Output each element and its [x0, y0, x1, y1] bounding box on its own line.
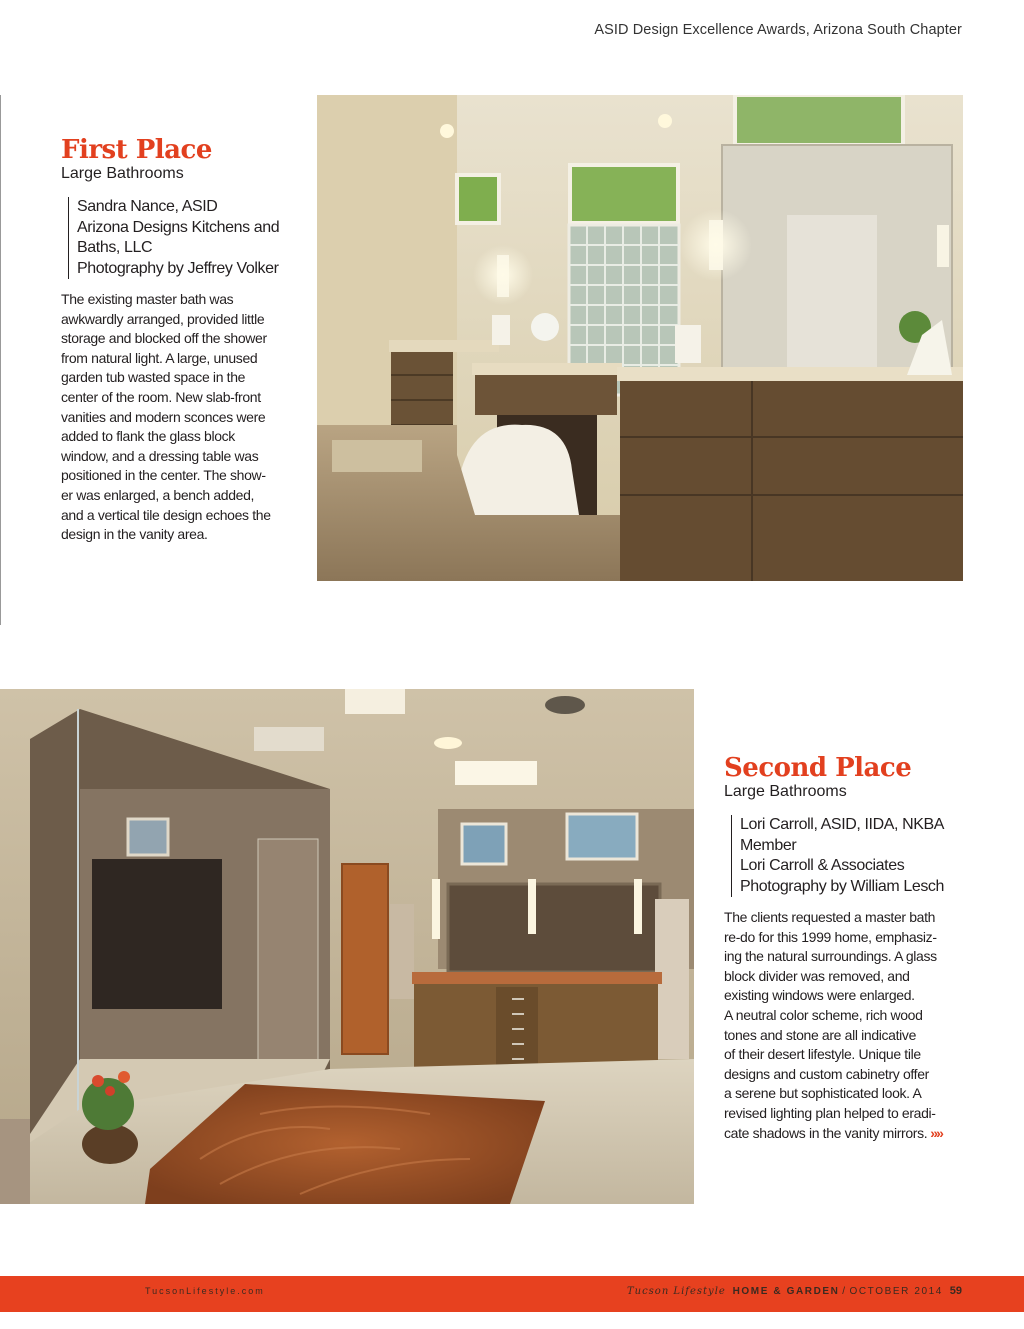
body-line-text: cate shadows in the vanity mirrors. [724, 1124, 928, 1141]
body-line: er was enlarged, a bench added, [61, 486, 255, 503]
credit-line: Baths, LLC [77, 239, 153, 256]
first-place-photo [317, 95, 963, 581]
body-line: designs and custom cabinetry offer [724, 1065, 929, 1082]
second-place-category: Large Bathrooms [724, 783, 847, 800]
footer-magazine: Tucson Lifestyle [626, 1286, 726, 1297]
body-line: ing the natural surroundings. A glass [724, 948, 937, 965]
second-place-credits [731, 815, 944, 897]
first-place-category: Large Bathrooms [61, 165, 184, 182]
body-line [724, 1124, 974, 1144]
body-line: A neutral color scheme, rich wood [724, 1006, 923, 1023]
page-number: 59 [949, 1285, 962, 1297]
body-line: storage and blocked off the shower [61, 330, 267, 347]
first-place-title: First Place [61, 135, 212, 165]
body-line: awkwardly arranged, provided little [61, 310, 265, 327]
credit-line: Photography by Jeffrey Volker [77, 259, 279, 277]
body-line: tones and stone are all indicative [724, 1026, 917, 1043]
body-line: added to flank the glass block [61, 428, 235, 445]
body-line: a serene but sophisticated look. A [724, 1085, 922, 1102]
body-line: positioned in the center. The show- [61, 467, 266, 484]
body-line: The existing master bath was [61, 291, 234, 307]
credit-line: Member [740, 836, 797, 854]
body-line: and a vertical tile design echoes the [61, 506, 271, 523]
second-place-photo [0, 689, 694, 1204]
footer-bar [0, 1276, 1024, 1312]
credit-line: Lori Carroll, ASID, IIDA, NKBA [740, 816, 945, 833]
running-header: ASID Design Excellence Awards, Arizona South Chapter [594, 22, 962, 38]
body-line: existing windows were enlarged. [724, 987, 915, 1004]
first-place-description [61, 290, 296, 545]
credit-line: Arizona Designs Kitchens and [77, 218, 280, 236]
second-place-description [724, 908, 974, 1143]
body-line: design in the vanity area. [61, 526, 208, 543]
footer-website: TucsonLifestyle.com [145, 1286, 265, 1296]
body-line: The clients requested a master bath [724, 909, 936, 925]
credit-line: Sandra Nance, ASID [77, 198, 218, 215]
body-line: garden tub wasted space in the [61, 369, 246, 386]
footer-folio [627, 1285, 962, 1297]
body-line: revised lighting plan helped to eradi- [724, 1104, 936, 1121]
body-line: block divider was removed, and [724, 967, 910, 984]
footer-date: OCTOBER 2014 [849, 1286, 943, 1297]
footer-section: HOME & GARDEN [732, 1286, 840, 1297]
body-line: from natural light. A large, unused [61, 349, 258, 366]
page-edge-rule [0, 95, 1, 625]
credit-line: Photography by William Lesch [740, 877, 945, 895]
body-line: re-do for this 1999 home, emphasiz- [724, 928, 937, 945]
body-line: of their desert lifestyle. Unique tile [724, 1046, 921, 1063]
credit-line: Lori Carroll & Associates [740, 857, 905, 874]
second-place-title: Second Place [724, 753, 912, 783]
first-place-credits [68, 197, 279, 279]
end-of-article-icon: »» [930, 1124, 942, 1141]
body-line: window, and a dressing table was [61, 447, 259, 464]
body-line: vanities and modern sconces were [61, 408, 266, 425]
footer-separator: / [842, 1286, 847, 1297]
body-line: center of the room. New slab-front [61, 388, 261, 405]
